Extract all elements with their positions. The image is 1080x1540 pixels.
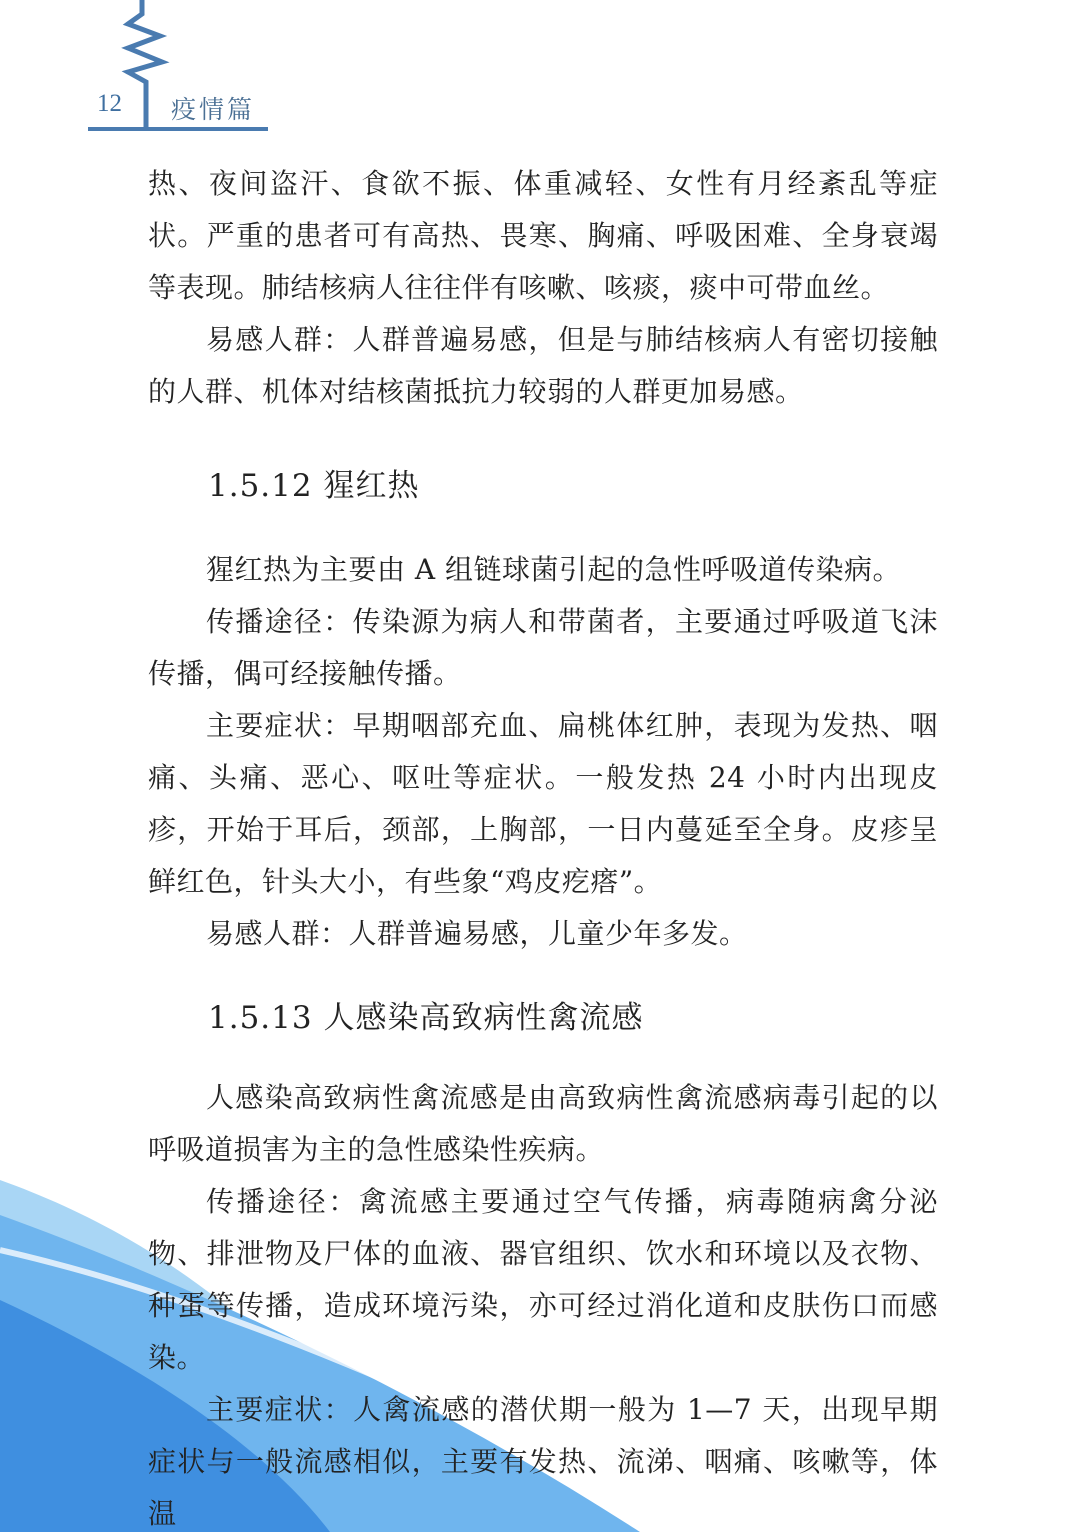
section-heading: 1.5.13 人感染高致病性禽流感 xyxy=(208,1000,644,1036)
zigzag-line xyxy=(128,0,162,128)
paragraph: 猩红热为主要由 A 组链球菌引起的急性呼吸道传染病。 xyxy=(206,553,902,586)
paragraph: 热、夜间盗汗、食欲不振、体重减轻、女性有月经紊乱等症状。严重的患者可有高热、畏寒、胸痛、呼吸困难、全身衰竭等表现。肺结核病人往往伴有咳嗽、咳痰，痰中可带血丝。 xyxy=(148,167,938,304)
paragraph: 主要症状：人禽流感的潜伏期一般为 1—7 天，出现早期症状与一般流感相似，主要有发热、流涕、咽痛、咳嗽等，体温 xyxy=(148,1393,938,1530)
paragraph: 传播途径：传染源为病人和带菌者，主要通过呼吸道飞沫传播，偶可经接触传播。 xyxy=(148,605,938,690)
paragraph: 传播途径：禽流感主要通过空气传播，病毒随病禽分泌物、排泄物及尸体的血液、器官组织、饮水和环境以及衣物、种蛋等传播，造成环境污染，亦可经过消化道和皮肤伤口而感染。 xyxy=(148,1185,938,1374)
page-number: 12 xyxy=(97,90,122,117)
section-heading: 1.5.12 猩红热 xyxy=(208,468,420,504)
paragraph: 易感人群：人群普遍易感，儿童少年多发。 xyxy=(206,917,748,950)
section-name: 疫情篇 xyxy=(171,95,256,124)
paragraph: 主要症状：早期咽部充血、扁桃体红肿，表现为发热、咽痛、头痛、恶心、呕吐等症状。一般发热 24 小时内出现皮疹，开始于耳后，颈部，上胸部，一日内蔓延至全身。皮疹呈鲜红色，针头大小，有些象“鸡皮疙瘩”。 xyxy=(148,709,938,898)
body-text xyxy=(148,158,938,1540)
paragraph: 易感人群：人群普遍易感，但是与肺结核病人有密切接触的人群、机体对结核菌抵抗力较弱的人群更加易感。 xyxy=(148,323,938,408)
paragraph: 人感染高致病性禽流感是由高致病性禽流感病毒引起的以呼吸道损害为主的急性感染性疾病。 xyxy=(148,1081,938,1166)
